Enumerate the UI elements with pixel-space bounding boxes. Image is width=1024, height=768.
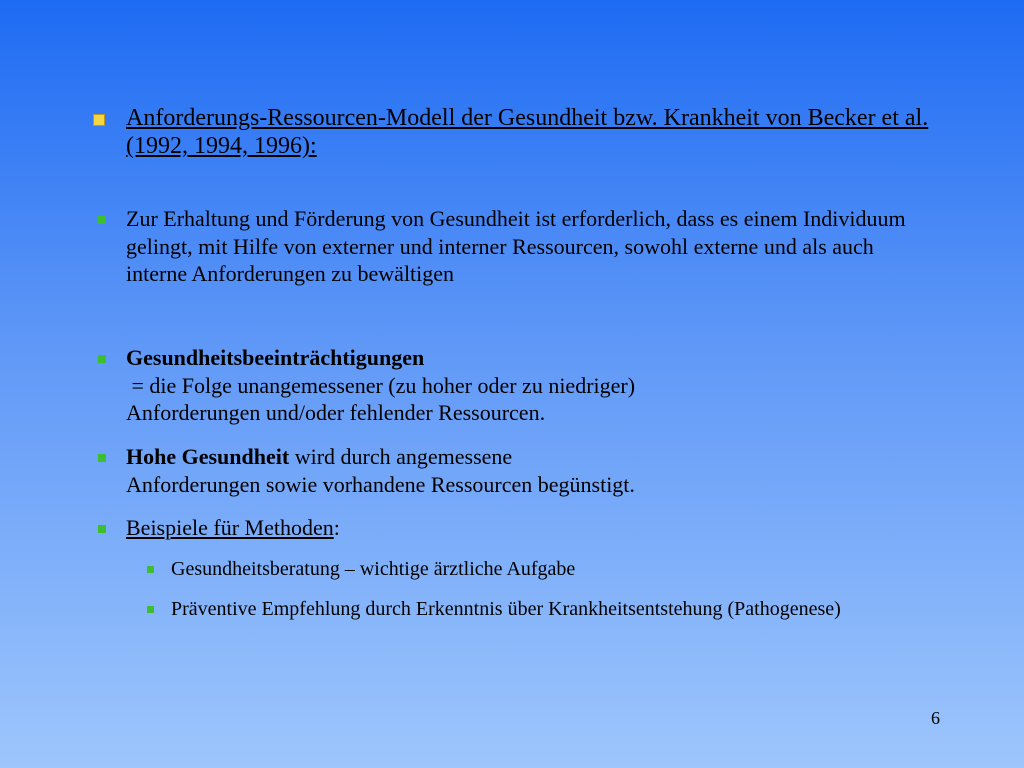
bullet-item-beeintraechtigungen xyxy=(98,344,928,427)
bullet-line: Anforderungen und/oder fehlender Ressourcen. xyxy=(126,400,546,425)
green-square-bullet-icon xyxy=(98,355,106,363)
green-square-bullet-icon xyxy=(147,606,154,613)
green-square-bullet-icon xyxy=(147,566,154,573)
bullet-underlined-term: Beispiele für Methoden xyxy=(126,515,334,540)
green-square-bullet-icon xyxy=(98,216,106,224)
bullet-item-hohe-gesundheit xyxy=(98,443,928,498)
bullet-line: = die Folge unangemessener (zu hoher oder zu niedriger) xyxy=(131,372,636,398)
slide-heading xyxy=(93,104,953,160)
bullet-line: wird durch angemessene xyxy=(289,444,513,469)
bullet-body xyxy=(126,443,928,498)
green-square-bullet-icon xyxy=(98,454,106,462)
bullet-suffix: : xyxy=(333,515,340,540)
green-square-bullet-icon xyxy=(98,525,106,533)
bullet-line: Anforderungen sowie vorhandene Ressourcen begünstigt. xyxy=(126,471,635,497)
sub-bullet-text: Präventive Empfehlung durch Erkenntnis über Krankheitsentstehung (Pathogenese) xyxy=(171,598,841,620)
sub-bullet-item-praevention xyxy=(147,597,907,621)
bullet-item-beispiele xyxy=(98,514,928,542)
sub-bullet-text: Gesundheitsberatung – wichtige ärztliche Aufgabe xyxy=(171,558,576,580)
heading-text: Anforderungs-Ressourcen-Modell der Gesundheit bzw. Krankheit von Becker et al. (1992, 1994, 1996): xyxy=(126,105,929,159)
bullet-body xyxy=(126,344,928,427)
yellow-square-bullet-icon xyxy=(93,114,105,126)
bullet-bold-term: Hohe Gesundheit xyxy=(126,444,290,469)
bullet-text: Zur Erhaltung und Förderung von Gesundheit ist erforderlich, dass es einem Individuum gelingt, mit Hilfe von externer und interner Ressourcen, sowohl externe und als auch interne Anforderungen zu bewältigen xyxy=(126,206,906,286)
bullet-bold-term: Gesundheitsbeeinträchtigungen xyxy=(126,345,425,370)
bullet-item-erhaltung xyxy=(98,205,928,288)
page-number: 6 xyxy=(931,708,940,728)
bullet-body xyxy=(126,514,928,542)
sub-bullet-item-beratung xyxy=(147,557,907,581)
